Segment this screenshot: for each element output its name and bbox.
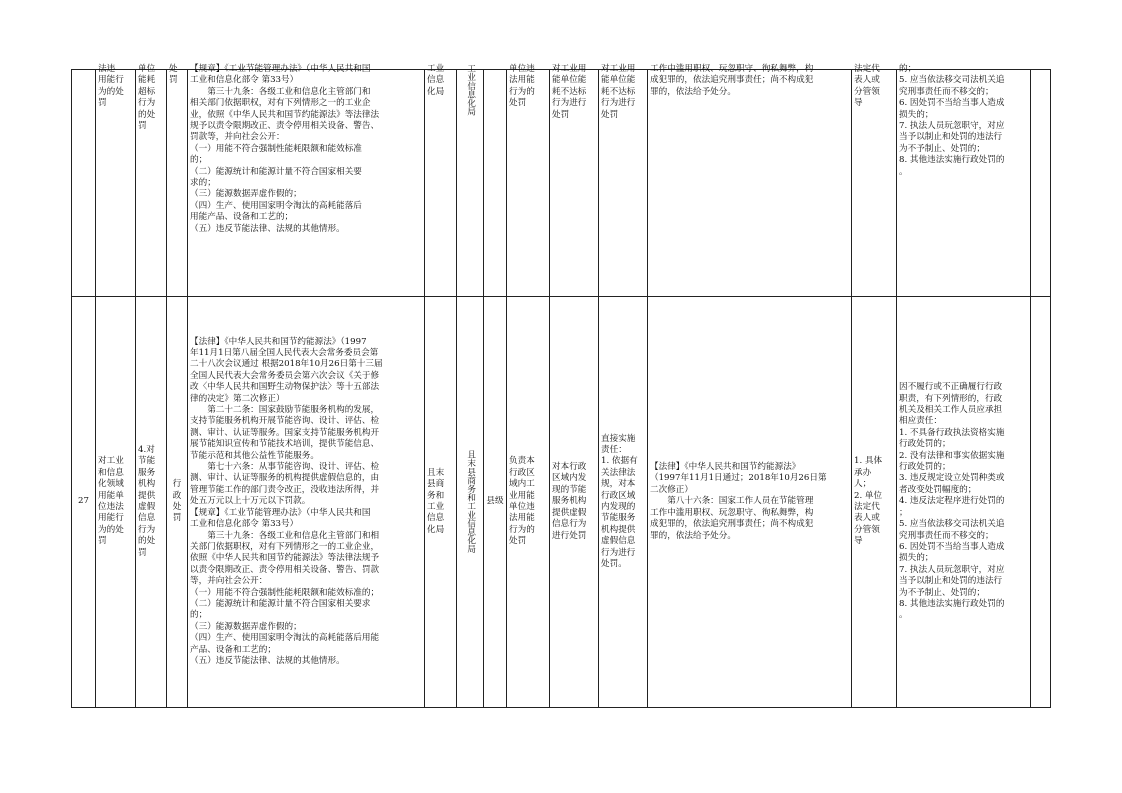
table-row: [72, 297, 1051, 708]
dept-vertical-cell: 工业信息化局: [457, 70, 484, 297]
accountability-basis-cell: 【法律】《中华人民共和国节约能源法》 （1997年11月1日通过；2018年10月26日第 二次修正） 第八十六条：国家工作人员在节能管理 工作中滥用职权、玩忽职守、徇私舞弊，构 成犯罪的，依法追究刑事责任；尚不构成犯 罪的，依法给予处分。: [648, 297, 852, 708]
dept-cell: 且末 县商 务和 工业 信息 化局: [425, 297, 457, 708]
responsibility-cell: 负责本 行政区 域内工 业用能 单位违 法用能 行为的 处罚: [507, 297, 550, 708]
item-name-cell: 对工业 和信息 化领域 用能单 位违法 用能行 为的处 罚: [96, 297, 136, 708]
scope-cell: 对工业用 能单位能 耗不达标 行为进行 处罚: [550, 70, 599, 297]
table-row: [72, 70, 1051, 297]
accountability-situations-cell: 因不履行或不正确履行行政 职责，有下列情形的，行政 机关及相关工作人员应承担 相应责任： 1. 不具备行政执法资格实施 行政处罚的； 2. 没有法律和事实依据实施 行政处罚的； 3. 违反规定设立处罚种类或 者改变处罚幅度的； 4. 违反法定程序进行处罚的 ； 5. 应当依法移交司法机关追 究刑事责任而不移交的； 6. 因处罚不当给当事人造成 损失的； 7. 执法人员玩忽职守，对应 当予以制止和处罚的违法行 为不予制止、处罚的； 8. 其他违法实施行政处罚的 。: [897, 297, 1031, 708]
seq-cell: 27: [72, 297, 96, 708]
accountable-person-cell: 1. 具体 承办 人； 2. 单位 法定代 表人或 分管领 导: [852, 297, 897, 708]
remarks-cell: [1031, 297, 1051, 708]
duty-cell: 对工业用 能单位能 耗不达标 行为进行 处罚: [599, 70, 648, 297]
power-list-table: [71, 64, 1051, 708]
remarks-cell: [1031, 70, 1051, 297]
dept-vertical-cell: 且末县商务和工业信息化局: [457, 297, 484, 708]
sub-item-cell: 单位 能耗 超标 行为 的处 罚: [136, 70, 167, 297]
duty-cell: 直接实施 责任： 1. 依据有 关法律法 规，对本 行政区域 内发现的 节能服务 机构提供 虚假信息 行为进行 处罚。: [599, 297, 648, 708]
power-type-cell: 行 政 处 罚: [167, 297, 188, 708]
legal-basis-cell: 【法律】《中华人民共和国节约能源法》（1997 年11月1日第八届全国人民代表大会常务委员会第 二十八次会议通过 根据2018年10月26日第十三届 全国人民代表大会常务委员会第六次会议《关于修 改〈中华人民共和国野生动物保护法〉等十五部法 律的决定》第二次修正） 第二十二条：国家鼓励节能服务机构的发展， 支持节能服务机构开展节能咨询、设计、评估、检 测、审计、认证等服务。国家支持节能服务机构开 展节能知识宣传和节能技术培训，提供节能信息、 节能示范和其他公益性节能服务。 第七十六条：从事节能咨询、设计、评估、检 测、审计、认证等服务的机构提供虚假信息的，由 管理节能工作的部门责令改正，没收违法所得，并 处五万元以上十万元以下罚款。 【规章】《工业节能管理办法》（中华人民共和国 工业和信息化部令 第33号） 第三十九条：各级工业和信息化主管部门和相 关部门依据职权，对有下列情形之一的工业企业， 依照《中华人民共和国节约能源法》等法律法规予 以责令限期改正、责令停用相关设备、警告、罚款 等，并向社会公开： （一）用能不符合强制性能耗限额和能效标准的； （二）能源统计和能源计量不符合国家相关要求 的； （三）能源数据弄虚作假的； （四）生产、使用国家明令淘汰的高耗能落后用能 产品、设备和工艺的； （五）违反节能法律、法规的其他情形。: [188, 297, 425, 708]
item-name-cell: 法违 用能行 为的处 罚: [96, 70, 136, 297]
responsibility-cell: 单位违 法用能 行为的 处罚: [507, 70, 550, 297]
scope-cell: 对本行政 区域内发 现的节能 服务机构 提供虚假 信息行为 进行处罚: [550, 297, 599, 708]
legal-basis-cell: 【规章】《工业节能管理办法》（中华人民共和国 工业和信息化部令 第33号） 第三十九条：各级工业和信息化主管部门和 相关部门依据职权，对有下列情形之一的工业企 业，依照《中华人民共和国节约能源法》等法律法 规予以责令限期改正、责令停用相关设备、警告、 罚款等，并向社会公开： （一）用能不符合强制性能耗限额和能效标准 的； （二）能源统计和能源计量不符合国家相关要 求的； （三）能源数据弄虚作假的； （四）生产、使用国家明令淘汰的高耗能落后 用能产品、设备和工艺的； （五）违反节能法律、法规的其他情形。: [188, 70, 425, 297]
level-cell: [484, 70, 507, 297]
dept-cell: 工业 信息 化局: [425, 70, 457, 297]
level-cell: 县级: [484, 297, 507, 708]
accountability-basis-cell: 工作中滥用职权、玩忽职守、徇私舞弊，构 成犯罪的，依法追究刑事责任；尚不构成犯 罪的，依法给予处分。: [648, 70, 852, 297]
power-type-cell: 处 罚: [167, 70, 188, 297]
accountable-person-cell: 法定代 表人或 分管领 导: [852, 70, 897, 297]
seq-cell: [72, 70, 96, 297]
sub-item-cell: 4.对 节能 服务 机构 提供 虚假 信息 行为 的处 罚: [136, 297, 167, 708]
accountability-situations-cell: 的； 5. 应当依法移交司法机关追 究刑事责任而不移交的； 6. 因处罚不当给当事人造成 损失的； 7. 执法人员玩忽职守，对应 当予以制止和处罚的违法行 为不予制止、处罚的； 8. 其他违法实施行政处罚的 。: [897, 70, 1031, 297]
